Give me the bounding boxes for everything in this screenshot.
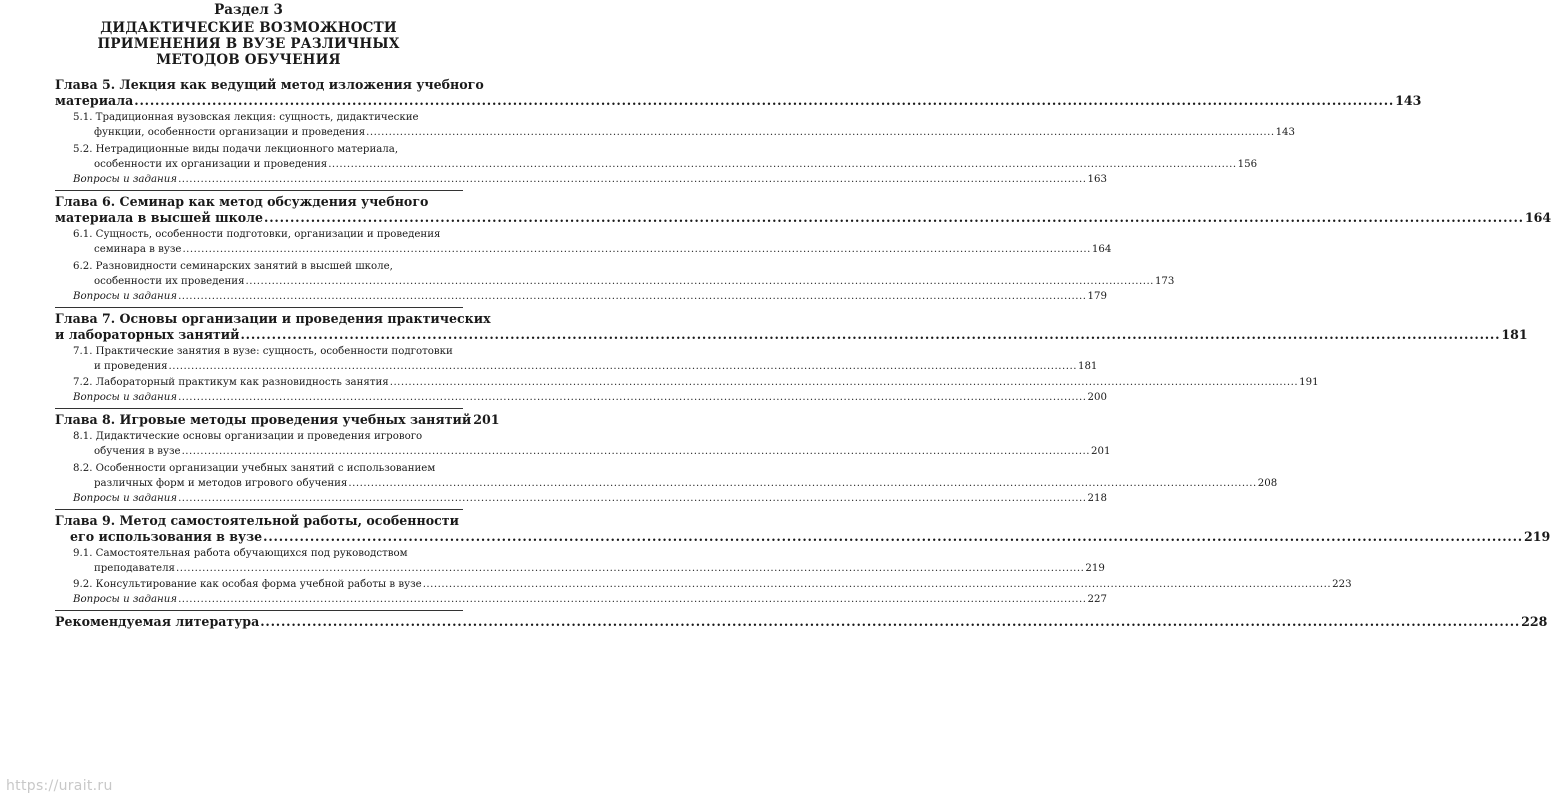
chapter-7-page: 181 [1501,327,1528,342]
section-title-line-2: ПРИМЕНЕНИЯ В ВУЗЕ РАЗЛИЧНЫХ [97,36,400,52]
chapter-5-entry[interactable] [55,93,1422,109]
sub-8-1-page: 201 [1090,446,1111,457]
divider [55,610,463,611]
sub-5-2-entry[interactable]: особенности их организации и проведения ..... 156 [94,157,463,173]
chapter-6-title: Глава 6. Семинар как метод обсуждения учебного [55,194,429,209]
section-title-line-1: ДИДАКТИЧЕСКИЕ ВОЗМОЖНОСТИ [100,20,397,36]
literature-page: 228 [1521,614,1548,629]
sub-8-1-entry[interactable]: обучения в вузе ..... 201 [94,444,463,460]
questions-7-page: 200 [1087,392,1107,403]
divider [55,307,463,308]
sub-7-2-entry[interactable]: 7.2. Лабораторный практикум как разновидность занятия ..... 191 [73,375,463,391]
sub-9-2-entry[interactable]: 9.2. Консультирование как особая форма учебной работы в вузе ..... 223 [73,577,463,593]
chapter-9-title: Глава 9. Метод самостоятельной работы, особенности [55,513,459,528]
sub-6-2-entry[interactable]: особенности их проведения ..... 173 [94,274,463,290]
questions-8-entry[interactable]: Вопросы и задания ..... 218 [73,491,463,507]
questions-5-page: 163 [1087,174,1107,185]
chapter-7-title: Глава 7. Основы организации и проведения практических [55,311,491,326]
sub-9-1-entry[interactable]: преподавателя ..... 219 [94,561,463,577]
questions-9-entry[interactable]: Вопросы и задания ..... 227 [73,592,463,608]
sub-5-2-line-1: 5.2. Нетрадиционные виды подачи лекционного материала, [73,144,399,155]
questions-7-entry[interactable]: Вопросы и задания ..... 200 [73,390,463,406]
chapter-9-page: 219 [1524,529,1551,544]
chapter-8-page: 201 [473,412,500,427]
sub-5-1-page: 143 [1275,127,1296,138]
chapter-6-page: 164 [1524,210,1551,225]
sub-9-1-line-1: 9.1. Самостоятельная работа обучающихся под руководством [73,548,408,559]
divider [55,408,463,409]
sub-9-1-page: 219 [1085,563,1105,574]
chapter-8-entry[interactable]: Глава 8. Игровые методы проведения учебных занятий 201 [55,412,500,427]
sub-6-1-page: 164 [1091,244,1112,255]
chapter-5-title: Глава 5. Лекция как ведущий метод изложения учебного [55,77,484,92]
chapter-7-entry[interactable]: и лабораторных занятий ..... 181 [55,327,463,343]
questions-5-entry[interactable]: Вопросы и задания ..... 163 [73,172,463,188]
sub-5-1-entry[interactable]: функции, особенности организации и проведения ..... 143 [94,125,463,141]
divider [55,190,463,191]
sub-9-2-page: 223 [1332,579,1352,590]
sub-8-2-page: 208 [1257,478,1278,489]
questions-8-page: 218 [1087,493,1107,504]
sub-7-1-line-1: 7.1. Практические занятия в вузе: сущность, особенности подготовки [73,346,453,357]
divider [55,509,463,510]
watermark-url: https://urait.ru [6,778,113,794]
sub-6-1-entry[interactable]: семинара в вузе ..... 164 [94,242,463,258]
sub-6-1-line-1: 6.1. Сущность, особенности подготовки, организации и проведения [73,229,441,240]
sub-7-1-entry[interactable]: и проведения ..... 181 [94,359,463,375]
sub-8-1-line-1: 8.1. Дидактические основы организации и проведения игрового [73,431,423,442]
chapter-9-entry[interactable]: его использования в вузе ..... 219 [70,529,463,545]
chapter-6-entry[interactable]: материала в высшей школе ..... 164 [55,210,463,226]
chapter-5-page: 143 [1395,93,1422,108]
section-label: Раздел 3 [214,2,283,18]
questions-6-entry[interactable]: Вопросы и задания ..... 179 [73,289,463,305]
sub-8-2-entry[interactable]: различных форм и методов игрового обучения ..... 208 [94,476,463,492]
questions-9-page: 227 [1087,594,1107,605]
sub-8-2-line-1: 8.2. Особенности организации учебных занятий с использованием [73,463,436,474]
sub-5-2-page: 156 [1237,159,1258,170]
literature-entry[interactable]: Рекомендуемая литература ..... 228 [55,614,463,630]
sub-7-1-page: 181 [1077,361,1098,372]
chapter-5-title-end: материала [55,93,134,108]
sub-5-1-line-1: 5.1. Традиционная вузовская лекция: сущность, дидактические [73,112,419,123]
section-title-line-3: МЕТОДОВ ОБУЧЕНИЯ [156,52,341,68]
sub-7-2-page: 191 [1299,377,1319,388]
questions-6-page: 179 [1087,291,1107,302]
sub-6-2-line-1: 6.2. Разновидности семинарских занятий в высшей школе, [73,261,393,272]
sub-6-2-page: 173 [1154,276,1175,287]
